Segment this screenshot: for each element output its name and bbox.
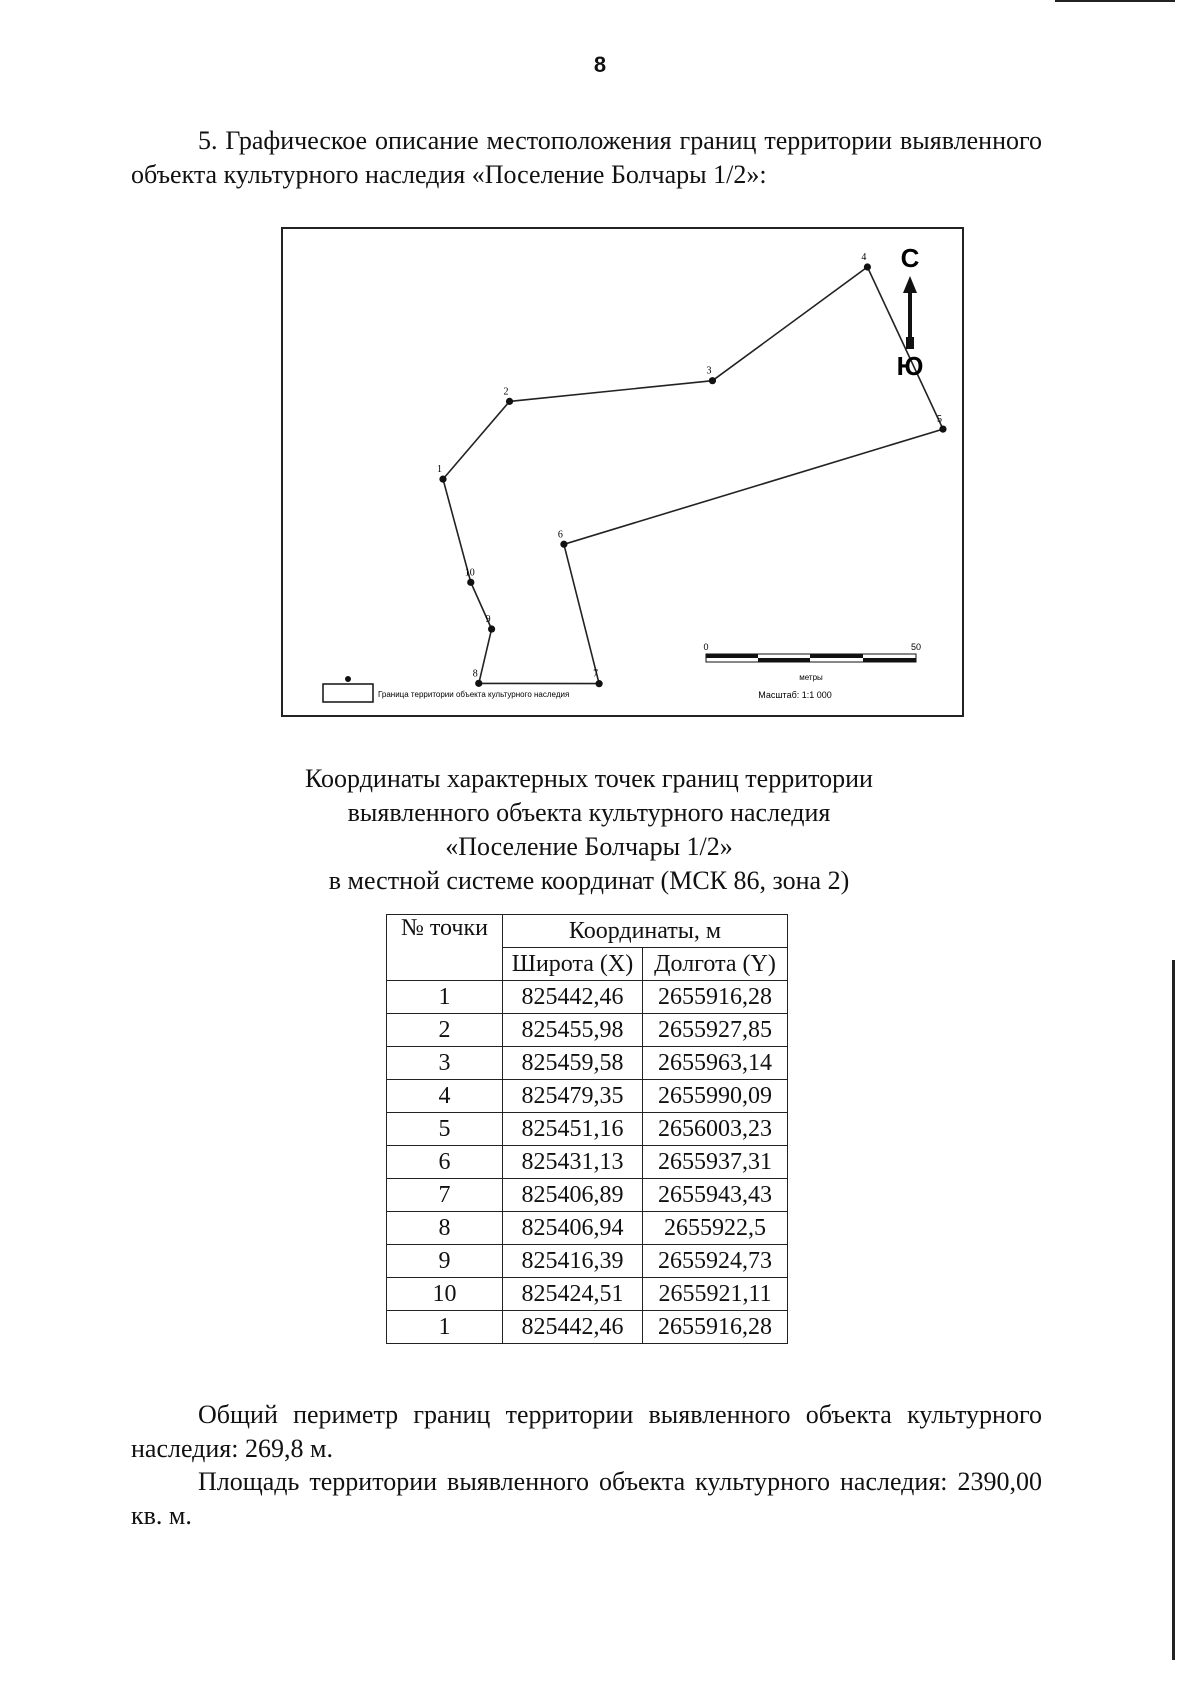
vertex-point bbox=[439, 476, 446, 483]
cell-longitude: 2655990,09 bbox=[643, 1080, 788, 1113]
perimeter-line1: Общий периметр границ территории выявленного объекта bbox=[198, 1400, 892, 1429]
cell-latitude: 825431,13 bbox=[503, 1146, 643, 1179]
vertex-label: 10 bbox=[464, 567, 475, 579]
table-row bbox=[387, 1212, 788, 1245]
vertex-point bbox=[864, 263, 871, 270]
scale-bar-segment bbox=[758, 658, 810, 662]
vertex-label: 2 bbox=[503, 386, 509, 398]
section-heading-line1: 5. Графическое описание местоположения границ территории bbox=[198, 126, 893, 155]
vertex-label: 7 bbox=[593, 668, 599, 680]
caption-line4: в местной системе координат (МСК 86, зона 2) bbox=[328, 866, 850, 895]
table-row bbox=[387, 1047, 788, 1080]
cell-point-number: 7 bbox=[387, 1179, 503, 1212]
cell-longitude: 2656003,23 bbox=[643, 1113, 788, 1146]
table-row bbox=[387, 1278, 788, 1311]
north-label: С bbox=[900, 243, 920, 273]
boundary-map-svg bbox=[283, 229, 962, 715]
cell-longitude: 2655924,73 bbox=[643, 1245, 788, 1278]
scan-artifact-right-edge bbox=[1172, 960, 1175, 1660]
caption-line2: выявленного объекта культурного наследия bbox=[347, 798, 831, 827]
table-row bbox=[387, 1245, 788, 1278]
table-row bbox=[387, 1014, 788, 1047]
vertex-label: 9 bbox=[485, 614, 491, 626]
vertex-point bbox=[709, 377, 716, 384]
cell-point-number: 3 bbox=[387, 1047, 503, 1080]
boundary-polygon bbox=[443, 267, 943, 684]
vertex-label: 3 bbox=[706, 365, 712, 377]
cell-longitude: 2655921,11 bbox=[643, 1278, 788, 1311]
cell-latitude: 825406,89 bbox=[503, 1179, 643, 1212]
cell-latitude: 825479,35 bbox=[503, 1080, 643, 1113]
vertex-label: 5 bbox=[936, 414, 942, 426]
legend-point-symbol bbox=[345, 676, 351, 682]
scale-bar-segment bbox=[810, 654, 863, 658]
table-row bbox=[387, 1179, 788, 1212]
area-line2: 2390,00 кв. м. bbox=[131, 1467, 1042, 1530]
boundary-map bbox=[281, 227, 964, 717]
vertex-point bbox=[939, 425, 946, 432]
vertex-point bbox=[467, 579, 474, 586]
scale-end-label: 50 bbox=[910, 642, 922, 652]
area-line1: Площадь территории выявленного объекта культурного наследия: bbox=[198, 1467, 948, 1496]
vertex-point bbox=[560, 541, 567, 548]
area-paragraph bbox=[131, 1465, 1042, 1533]
cell-latitude: 825459,58 bbox=[503, 1047, 643, 1080]
scale-unit-label: метры bbox=[799, 673, 823, 682]
cell-longitude: 2655937,31 bbox=[643, 1146, 788, 1179]
page-number: 8 bbox=[593, 52, 607, 77]
section-heading-line2: выявленного объекта культурного наследия «Поселение Болчары 1/2»: bbox=[131, 126, 1043, 189]
perimeter-line2: культурного наследия: 269,8 м. bbox=[131, 1400, 1042, 1463]
cell-latitude: 825416,39 bbox=[503, 1245, 643, 1278]
section-heading bbox=[131, 124, 1042, 192]
cell-point-number: 1 bbox=[387, 981, 503, 1014]
caption-line1: Координаты характерных точек границ территории bbox=[305, 764, 873, 793]
legend-boundary-symbol bbox=[323, 684, 373, 702]
vertex-layer bbox=[437, 252, 947, 687]
cell-point-number: 1 bbox=[387, 1311, 503, 1344]
cell-longitude: 2655963,14 bbox=[643, 1047, 788, 1080]
scan-artifact-top-line bbox=[1055, 0, 1175, 2]
scale-ratio-label: Масштаб: 1:1 000 bbox=[758, 690, 832, 700]
cell-latitude: 825442,46 bbox=[503, 981, 643, 1014]
vertex-label: 8 bbox=[472, 668, 478, 680]
header-point-number: № точки bbox=[387, 915, 503, 981]
cell-latitude: 825455,98 bbox=[503, 1014, 643, 1047]
cell-point-number: 9 bbox=[387, 1245, 503, 1278]
scale-start-label: 0 bbox=[703, 642, 709, 652]
table-row bbox=[387, 981, 788, 1014]
cell-longitude: 2655922,5 bbox=[643, 1212, 788, 1245]
coordinates-table bbox=[386, 914, 788, 1344]
cell-longitude: 2655927,85 bbox=[643, 1014, 788, 1047]
cell-point-number: 2 bbox=[387, 1014, 503, 1047]
cell-point-number: 4 bbox=[387, 1080, 503, 1113]
cell-point-number: 8 bbox=[387, 1212, 503, 1245]
vertex-label: 1 bbox=[437, 464, 442, 476]
vertex-label: 4 bbox=[861, 252, 867, 263]
cell-latitude: 825451,16 bbox=[503, 1113, 643, 1146]
legend-label: Граница территории объекта культурного наследия bbox=[378, 690, 570, 699]
table-row bbox=[387, 1311, 788, 1344]
vertex-point bbox=[488, 625, 495, 632]
vertex-point bbox=[475, 680, 482, 687]
cell-latitude: 825406,94 bbox=[503, 1212, 643, 1245]
north-arrow-head bbox=[903, 276, 917, 293]
caption-line3: «Поселение Болчары 1/2» bbox=[445, 832, 733, 861]
south-label: Ю bbox=[896, 351, 924, 381]
cell-point-number: 5 bbox=[387, 1113, 503, 1146]
map-legend bbox=[323, 676, 569, 702]
coordinates-caption bbox=[0, 762, 1178, 898]
cell-point-number: 10 bbox=[387, 1278, 503, 1311]
scale-bar-segment bbox=[706, 654, 758, 658]
perimeter-paragraph bbox=[131, 1398, 1042, 1466]
vertex-label: 6 bbox=[557, 529, 563, 541]
cell-longitude: 2655916,28 bbox=[643, 981, 788, 1014]
vertex-point bbox=[596, 680, 603, 687]
cell-longitude: 2655916,28 bbox=[643, 1311, 788, 1344]
cell-longitude: 2655943,43 bbox=[643, 1179, 788, 1212]
table-row bbox=[387, 1146, 788, 1179]
table-row bbox=[387, 1080, 788, 1113]
header-latitude: Широта (X) bbox=[503, 948, 643, 981]
header-longitude: Долгота (Y) bbox=[643, 948, 788, 981]
scale-bar-segment bbox=[863, 658, 916, 662]
header-coordinates: Координаты, м bbox=[503, 915, 788, 948]
scale-bar bbox=[703, 642, 921, 700]
cell-latitude: 825442,46 bbox=[503, 1311, 643, 1344]
cell-latitude: 825424,51 bbox=[503, 1278, 643, 1311]
table-row bbox=[387, 1113, 788, 1146]
cell-point-number: 6 bbox=[387, 1146, 503, 1179]
north-arrow-tail bbox=[906, 337, 914, 349]
vertex-point bbox=[506, 398, 513, 405]
north-arrow bbox=[897, 243, 924, 381]
